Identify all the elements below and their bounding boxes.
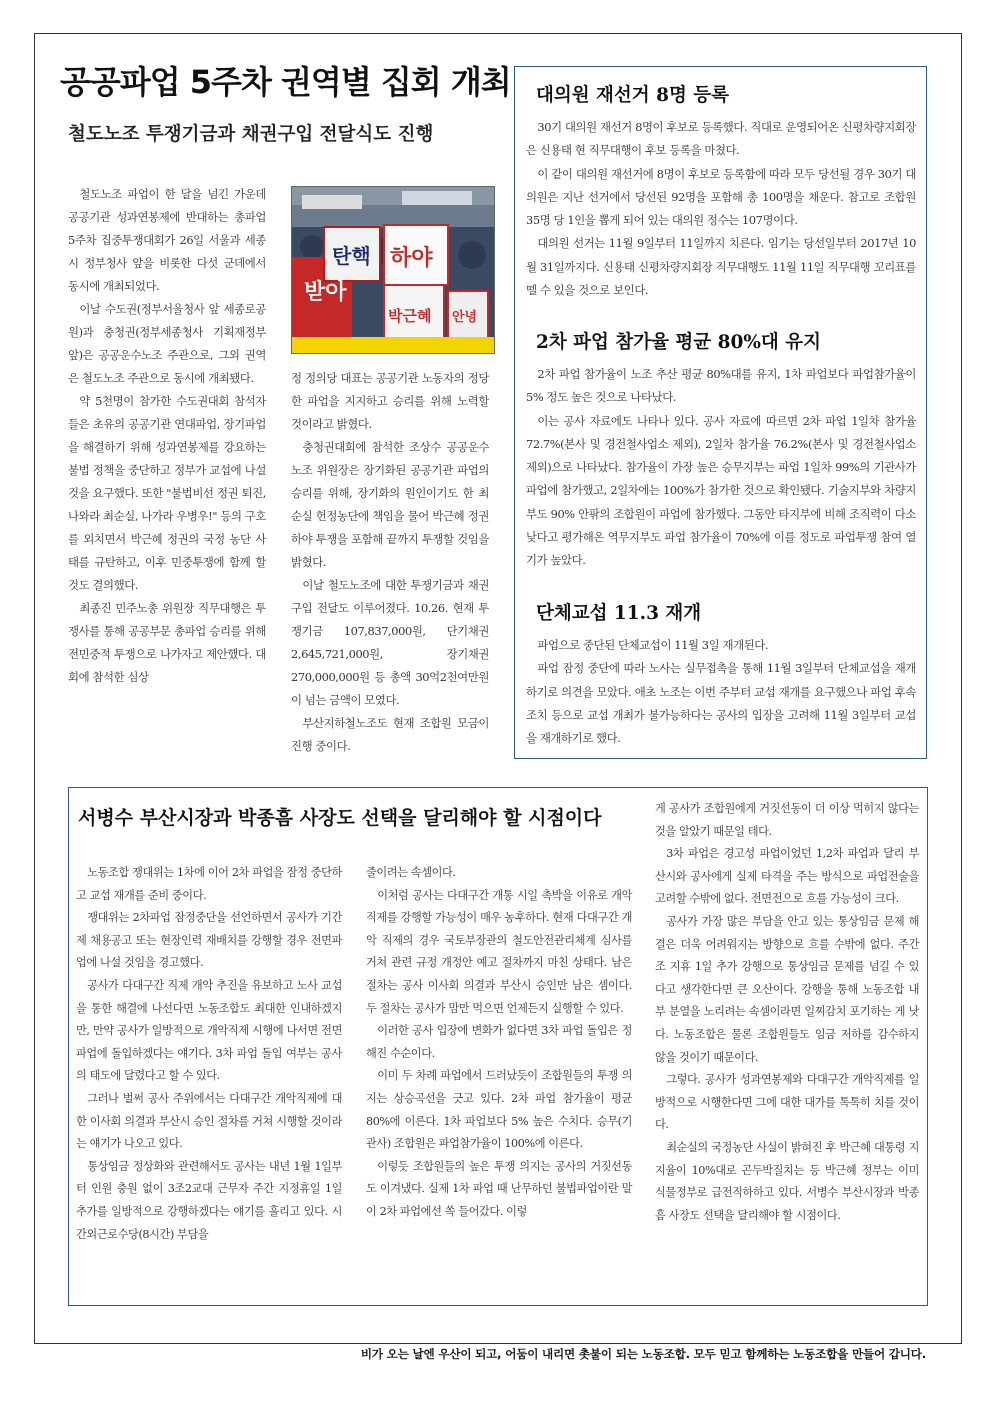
paragraph: 충청권대회에 참석한 조상수 공공운수노조 위원장은 장기화된 공공기관 파업의 승리를 위해, 장기화의 원인이기도 한 최순실 헌정농단에 책임을 물어 박근혜 정권 하야 투쟁을 포함해 끝까지 투쟁할 것임을 밝혔다. <box>291 440 489 569</box>
protest-sign: 탄핵 <box>332 244 371 268</box>
protest-sign: 받아 <box>304 280 347 305</box>
paragraph: 게 공사가 조합원에게 거짓선동이 더 이상 먹히지 않다는 것을 알았기 때문일 테다. <box>655 802 919 838</box>
article-column-2 <box>291 367 489 758</box>
paragraph: 부산지하철노조도 현재 조합원 모금이 진행 중이다. <box>291 716 489 753</box>
editorial-column-3 <box>655 798 919 1227</box>
paragraph: 그러나 벌써 공사 주위에서는 다대구간 개악직제에 대한 이사회 의결과 부산시 승인 절차를 거쳐 시행할 것이라는 얘기가 나오고 있다. <box>76 1091 342 1151</box>
paragraph: 대의원 선거는 11월 9일부터 11일까지 치른다. 임기는 당선일부터 2017년 10월 31일까지다. 신용태 신평차량지회장 직무대행도 11월 11일 직무대행 꼬리표를 뗄 수 있을 것으로 보인다. <box>526 236 916 298</box>
article-headline: 공공파업 5주차 권역별 집회 개최 <box>60 63 511 101</box>
paragraph: 줄이려는 속셈이다. <box>366 866 456 879</box>
article-column-1 <box>68 183 266 689</box>
footer-slogan: 비가 오는 날엔 우산이 되고, 어둠이 내리면 촛불이 되는 노동조합. 모두 믿고 함께하는 노동조합을 만들어 갑니다. <box>360 1347 926 1361</box>
sidebar-title-delegate-election: 대의원 재선거 8명 등록 <box>536 85 730 106</box>
paragraph: 이처럼 공사는 다대구간 개통 시일 촉박을 이유로 개악 직제를 강행할 가능성이 매우 농후하다. 현재 다대구간 개악 직제의 경우 국토부장관의 철도안전관리체계 심사를 거쳐 관련 규정 개정안 예고 절차까지 마친 상태다. 남은 절차는 공사 이사회 의결과 부산시 승인만 남은 셈이다. 두 절차는 공사가 맘만 먹으면 언제든지 실행할 수 있다. <box>366 888 632 1015</box>
sidebar-body-delegate-election <box>526 116 916 302</box>
editorial-title: 서병수 부산시장과 박종흠 사장도 선택을 달리해야 할 시점이다 <box>78 807 602 829</box>
sidebar-title-strike-participation: 2차 파업 참가율 평균 80%대 유지 <box>536 332 821 353</box>
paragraph: 노동조합 쟁대위는 1차에 이어 2차 파업을 잠정 중단하고 교섭 재개를 준비 중이다. <box>76 866 342 902</box>
paragraph: 2차 파업 참가율이 노조 추산 평균 80%대를 유지, 1차 파업보다 파업참가율이 5% 정도 높은 것으로 나타났다. <box>526 367 916 405</box>
paragraph: 이러한 공사 입장에 변화가 없다면 3차 파업 돌입은 정해진 수순이다. <box>366 1024 632 1060</box>
sidebar-title-bargaining: 단체교섭 11.3 재개 <box>536 603 702 624</box>
protest-sign: 박근혜 <box>388 307 432 325</box>
sidebar-body-bargaining <box>526 634 916 750</box>
paragraph: 30기 대의원 재선거 8명이 후보로 등록했다. 직대로 운영되어온 신평차량지회장은 신용태 현 직무대행이 후보 등록을 마쳤다. <box>526 120 916 158</box>
sidebar-body-strike-participation <box>526 363 916 573</box>
protest-sign: 하야 <box>390 246 433 271</box>
protest-photo-image <box>292 187 495 354</box>
paragraph: 통상임금 정상화와 관련해서도 공사는 내년 1월 1일부터 인원 충원 없이 3조2교대 근무자 주간 지정휴일 1일 추가를 일방적으로 강행하겠다는 얘기를 흘리고 있다. 시간외근로수당(8시간) 부담을 <box>76 1159 342 1241</box>
article-subheadline: 철도노조 투쟁기금과 채권구입 전달식도 진행 <box>68 124 434 145</box>
paragraph: 최종진 민주노총 위원장 직무대행은 투쟁사를 통해 공공부문 총파업 승리를 위해 전민중적 투쟁으로 나가자고 제안했다. 대회에 참석한 심상 <box>68 601 266 684</box>
paragraph: 이미 두 차례 파업에서 드러났듯이 조합원들의 투쟁 의지는 상승곡선을 긋고 있다. 2차 파업 참가율이 평균 80%에 이른다. 1차 파업보다 5% 높은 수치다. 승무(기관사) 조합원은 파업참가율이 100%에 이른다. <box>366 1069 632 1151</box>
paragraph: 공사가 가장 많은 부담을 안고 있는 통상임금 문제 해결은 더욱 어려워지는 방향으로 흐를 수밖에 없다. 주간조 지휴 1일 추가 강행으로 통상임금 문제를 넘길 수 있다고 생각한다면 큰 오산이다. 강행을 통해 노동조합 내부 분열을 노리려는 속셈이라면 일찌감치 포기하는 게 낫다. 노동조합은 물론 조합원들도 임금 저하를 감수하지 않을 것이기 때문이다. <box>655 914 919 1064</box>
paragraph: 이렇듯 조합원들의 높은 투쟁 의지는 공사의 거짓선동도 이겨냈다. 실제 1차 파업 때 난무하던 불법파업이란 말이 2차 파업에선 쏙 들어갔다. 이렇 <box>366 1159 632 1218</box>
protest-photo <box>291 186 495 354</box>
paragraph: 파업 잠정 중단에 따라 노사는 실무접촉을 통해 11월 3일부터 단체교섭을 재개하기로 의견을 모았다. 애초 노조는 이번 주부터 교섭 재개를 요구했으나 파업 후속조치 등으로 교섭 개최가 불가능하다는 공사의 입장을 고려해 11월 3일부터 교섭을 재개하기로 했다. <box>526 661 916 746</box>
paragraph: 공사가 다대구간 직제 개악 추진을 유보하고 노사 교섭을 통한 해결에 나선다면 노동조합도 최대한 인내하겠지만, 만약 공사가 일방적으로 개악직제 시행에 나서면 전면파업에 돌입하겠다는 얘기다. 3차 파업 돌입 여부는 공사의 태도에 달렸다고 할 수 있다. <box>76 978 342 1083</box>
paragraph: 철도노조 파업이 한 달을 넘긴 가운데 공공기관 성과연봉제에 반대하는 총파업 5주차 집중투쟁대회가 26일 서울과 세종시 정부청사 앞을 비롯한 다섯 군데에서 동시에 개최되었다. <box>68 187 266 293</box>
paragraph: 이는 공사 자료에도 나타나 있다. 공사 자료에 따르면 2차 파업 1일차 참가율 72.7%(본사 및 경전철사업소 제외), 2일차 참가율 76.2%(본사 및 경전철사업소 제외)으로 나타났다. 참가율이 가장 높은 승무지부는 파업 1일차 99%의 기관사가 파업에 참가했고, 2일차에는 100%가 참가한 것으로 확인됐다. 기술지부와 차량지부도 90% 안팎의 조합원이 파업에 참가했다. 그동안 타지부에 비해 조직력이 다소 낮다고 평가해온 역무지부도 파업 참가율이 70%에 이를 정도로 파업투쟁 참여 열기가 높았다. <box>526 413 916 568</box>
paragraph: 쟁대위는 2차파업 잠정중단을 선언하면서 공사가 기간제 채용공고 또는 현장인력 재배치를 강행할 경우 전면파업에 나설 것임을 경고했다. <box>76 911 342 970</box>
paragraph: 3차 파업은 경고성 파업이었던 1,2차 파업과 달리 부산시와 공사에게 실제 타격을 주는 방식으로 파업전술을 고려할 수밖에 없다. 전면전으로 흐를 가능성이 크다. <box>655 847 919 906</box>
protest-sign: 안녕 <box>452 310 478 325</box>
editorial-column-2 <box>366 862 632 1224</box>
paragraph: 그렇다. 공사가 성과연봉제와 다대구간 개악직제를 일방적으로 시행한다면 그에 대한 대가를 톡톡히 치를 것이다. <box>655 1073 919 1132</box>
paragraph: 파업으로 중단된 단체교섭이 11월 3일 재개된다. <box>537 638 769 652</box>
paragraph: 정 정의당 대표는 공공기관 노동자의 정당한 파업을 지지하고 승리를 위해 노력할 것이라고 밝혔다. <box>291 371 489 431</box>
paragraph: 최순실의 국정농단 사실이 밝혀진 후 박근혜 대통령 지지율이 10%대로 곤두박질치는 등 박근혜 정부는 이미 식물정부로 급전직하하고 있다. 서병수 부산시장과 박종흠 사장도 선택을 달리해야 할 시점이다. <box>655 1140 919 1222</box>
paragraph: 약 5천명이 참가한 수도권대회 참석자들은 초유의 공공기관 연대파업, 장기파업을 해결하기 위해 성과연봉제를 강요하는 불법 정책을 중단하고 정부가 교섭에 나설 것을 요구했다. 또한 "불법비선 정권 퇴진, 나와라 최순실, 나가라 우병우!" 등의 구호를 외치면서 박근혜 정권의 국정 농단 사태를 규탄하고, 이후 민중투쟁에 함께 할 것도 결의했다. <box>68 394 266 592</box>
editorial-column-1 <box>76 862 342 1246</box>
paragraph: 이날 철도노조에 대한 투쟁기금과 채권 구입 전달도 이루어졌다. 10.26. 현재 투쟁기금 107,837,000원, 단기채권 2,645,721,000원, 장기채권 270,000,000원 등 총액 30억2천여만원이 넘는 금액이 모였다. <box>291 578 489 707</box>
paragraph: 이 같이 대의원 재선거에 8명이 후보로 등록함에 따라 모두 당선될 경우 30기 대의원은 지난 선거에서 당선된 92명을 포함해 총 100명을 채운다. 참고로 조합원 35명 당 1인을 뽑게 되어 있는 대의원 정수는 107명이다. <box>526 166 916 228</box>
paragraph: 이날 수도권(정부서울청사 앞 세종로공원)과 충청권(정부세종청사 기획재정부 앞)은 공공운수노조 주관으로, 그외 권역은 철도노조 주관으로 동시에 개최됐다. <box>68 302 266 385</box>
